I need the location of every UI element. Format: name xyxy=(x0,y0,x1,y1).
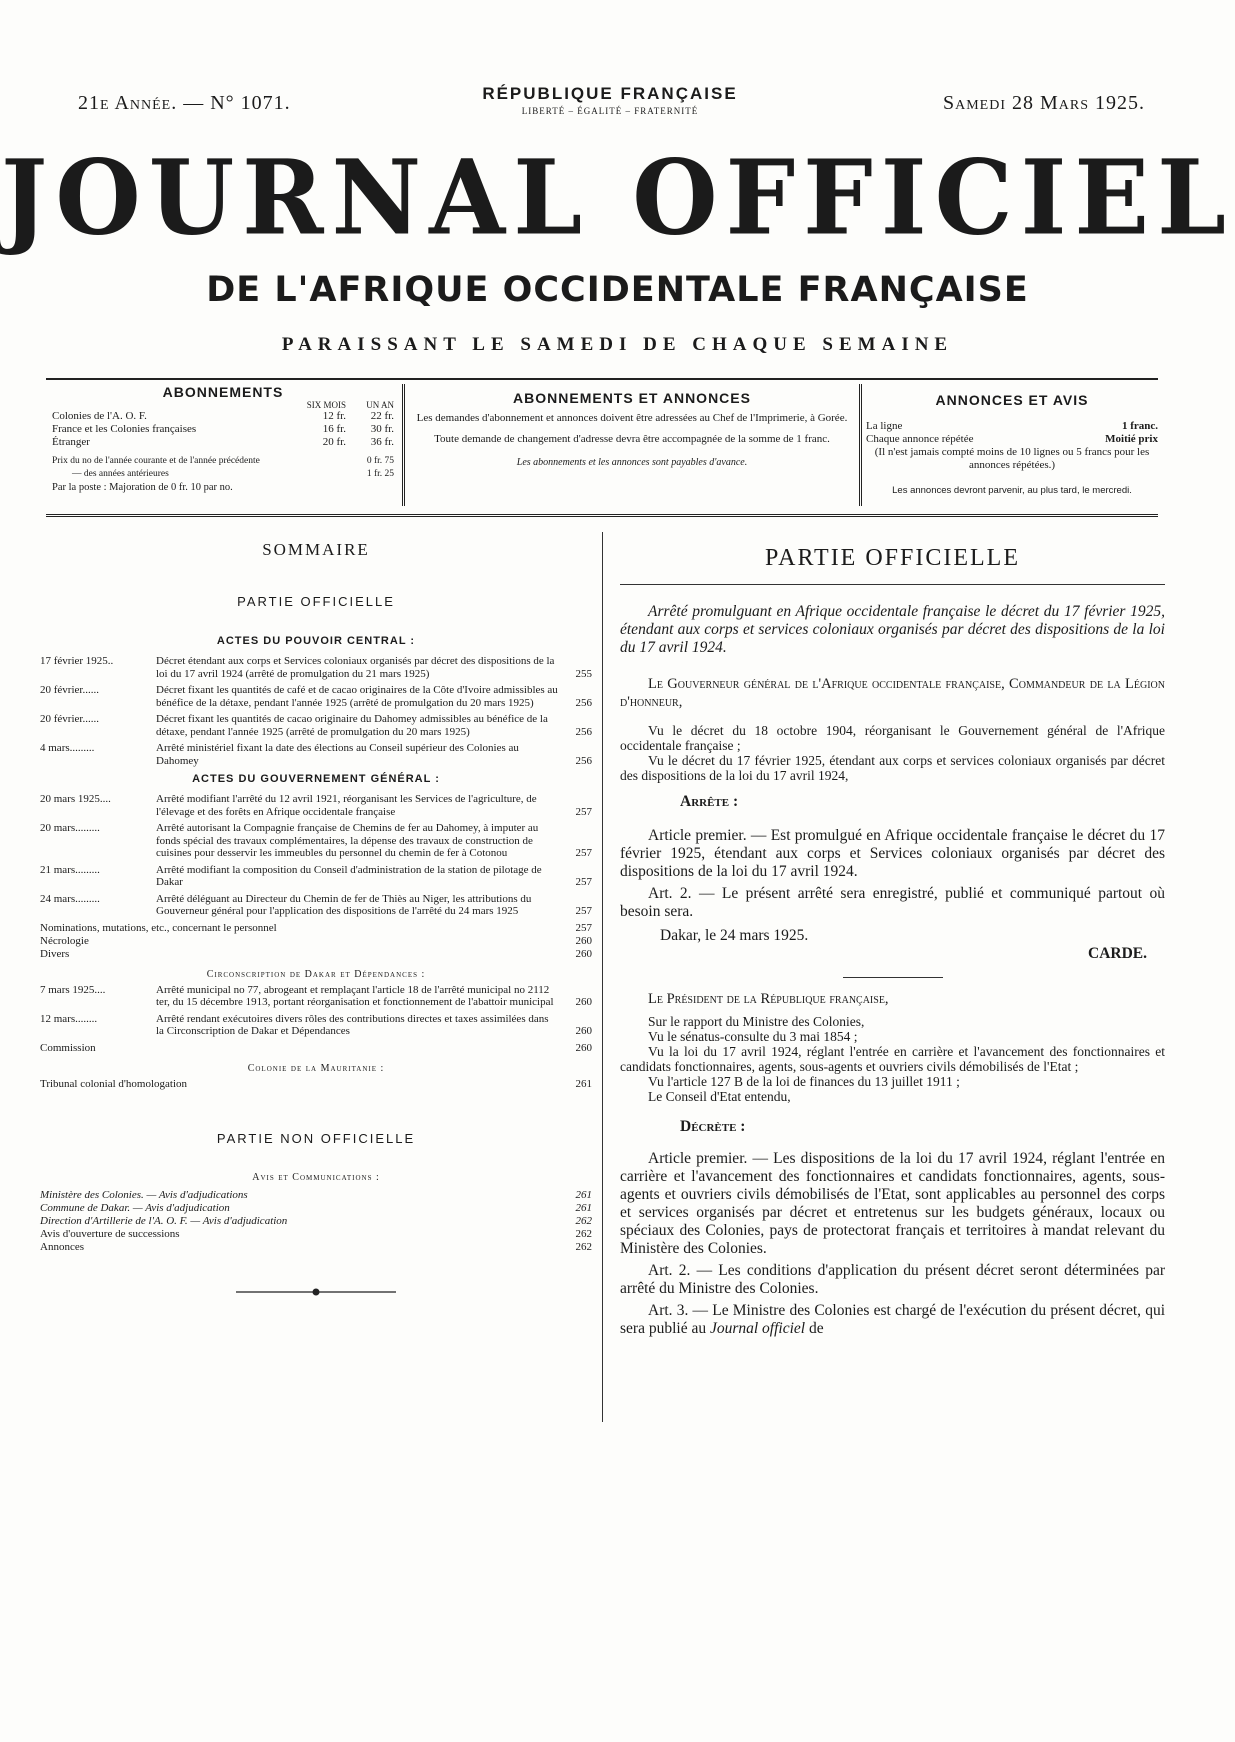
price-row: — des années antérieures 1 fr. 25 xyxy=(72,469,394,479)
ornament-rule xyxy=(40,1284,592,1302)
partie-officielle-title: PARTIE OFFICIELLE xyxy=(764,545,1020,571)
issue-date: Samedi 28 Mars 1925. xyxy=(942,92,1145,114)
publication-frequency: PARAISSANT LE SAMEDI DE CHAQUE SEMAINE xyxy=(281,334,954,355)
toc-entry: Ministère des Colonies. — Avis d'adjudications 261 xyxy=(40,1188,592,1201)
president-line: Le Président de la République française, xyxy=(648,991,889,1007)
box-avis-title: ANNONCES ET AVIS xyxy=(935,392,1089,408)
consideration: Vu la loi du 17 avril 1924, réglant l'entrée en carrière et l'avancement des fonctionnaires et candidats fonctionnaires, agents, sous-agents et ouvriers civils démobilisés de l'Etat ; xyxy=(620,1044,1165,1074)
toc-entry: Commission 260 xyxy=(40,1041,592,1054)
box-annonces-p1: Les demandes d'abonnement et annonces doivent être adressées au Chef de l'Imprimerie, à Gorée. xyxy=(416,412,848,424)
toc-entry: Nominations, mutations, etc., concernant le personnel 257 xyxy=(40,921,592,934)
decret-article-3: Art. 3. — Le Ministre des Colonies est chargé de l'exécution du présent décret, qui sera publié au Journal officiel de xyxy=(620,1302,1165,1337)
arrete-heading: Arrête : xyxy=(680,793,739,810)
decret-article-2: Art. 2. — Les conditions d'application du présent décret seront déterminées par arrêté du Ministre des Colonies. xyxy=(620,1262,1165,1297)
column-divider xyxy=(602,532,603,1422)
subscription-boxes xyxy=(46,378,1158,517)
toc-entry: 20 mars 1925.... Arrêté modifiant l'arrêté du 12 avril 1921, réorganisant les Services de l'agriculture, de l'élevage et des forêts en Afrique occidentale française 257 xyxy=(40,793,592,818)
vu-decret-1925: Vu le décret du 17 février 1925, étendant aux corps et services coloniaux organisés par décret des dispositions de la loi du 17 avril 1924, xyxy=(620,753,1165,783)
arrete-place-date: Dakar, le 24 mars 1925. xyxy=(660,927,809,944)
box-annonces-p3: Les abonnements et les annonces sont payables d'avance. xyxy=(516,457,748,468)
vu-decret-1904: Vu le décret du 18 octobre 1904, réorganisant le Gouvernement général de l'Afrique occidentale française ; xyxy=(620,723,1165,753)
section-rule xyxy=(843,977,943,978)
toc-entry: 20 février...... Décret fixant les quantités de cacao originaire du Dahomey admissibles au bénéfice de la détaxe, pendant l'année 1925 (arrêté de promulgation du 20 mars 1925) 256 xyxy=(40,713,592,738)
toc-entry: 7 mars 1925.... Arrêté municipal no 77, abrogeant et remplaçant l'article 18 de l'arrêté municipal no 2112 ter, du 15 décembre 1913, portant réorganisation et fonctionnement de l'abattoir municipal 260 xyxy=(40,983,592,1008)
ornament-divider-icon xyxy=(236,1287,396,1297)
decrete-heading: Décrète : xyxy=(680,1118,746,1135)
toc-entry: Direction d'Artillerie de l'A. O. F. — Avis d'adjudication 262 xyxy=(40,1214,592,1227)
box-abonnements-annonces xyxy=(402,384,862,506)
ad-note: (Il n'est jamais compté moins de 10 lignes ou 5 francs pour les annonces répétées.) xyxy=(874,446,1150,471)
toc-entry: Avis d'ouverture de successions 262 xyxy=(40,1227,592,1240)
consideration: Sur le rapport du Ministre des Colonies, xyxy=(648,1014,865,1029)
col-un-an: UN AN xyxy=(366,400,394,410)
ad-rate-row: Chaque annonce répétée Moitié prix xyxy=(866,433,1158,445)
partie-officielle-column xyxy=(620,545,1165,1338)
arrete-signature: CARDE. xyxy=(1088,945,1147,962)
box-abonnements xyxy=(52,384,394,506)
toc-entry: 12 mars........ Arrêté rendant exécutoires divers rôles des contributions directes et taxes assimilées dans la Circonscription de Dakar et Dépendances 260 xyxy=(40,1012,592,1037)
box-abonnements-title: ABONNEMENTS xyxy=(162,384,284,400)
toc-pouvoir-central: ACTES DU POUVOIR CENTRAL : xyxy=(216,635,416,647)
toc-entry: 20 mars......... Arrêté autorisant la Compagnie française de Chemins de fer au Dahomey, à imputer au fonds spécial des travaux complémentaires, la dépense des travaux de construction de cuisines pour desservir les immeubles du personnel du chemin de fer à Cotonou 257 xyxy=(40,822,592,859)
toc-partie-officielle: PARTIE OFFICIELLE xyxy=(237,594,395,609)
toc-entry: 21 mars......... Arrêté modifiant la composition du Conseil d'administration de la station de pilotage de Dakar 257 xyxy=(40,863,592,888)
toc-entry: Tribunal colonial d'homologation 261 xyxy=(40,1077,592,1090)
box-annonces-p2: Toute demande de changement d'adresse devra être accompagnée de la somme de 1 franc. xyxy=(434,433,830,445)
price-row: Prix du no de l'année courante et de l'année précédente 0 fr. 75 xyxy=(52,456,394,466)
arrete-article-1: Article premier. — Est promulgué en Afrique occidentale française le décret du 17 février 1925, étendant aux corps et Services coloniaux organisés par décret des dispositions de la loi du 17 avril 1924. xyxy=(620,827,1165,880)
toc-entry: 24 mars......... Arrêté déléguant au Directeur du Chemin de fer de Thiès au Niger, les attributions du Gouverneur général pour l'application des dispositions de l'arrêté du 24 mars 1925 257 xyxy=(40,892,592,917)
toc-entry: Commune de Dakar. — Avis d'adjudication 261 xyxy=(40,1201,592,1214)
rate-row: Colonies de l'A. O. F. 12 fr. 22 fr. xyxy=(52,410,394,422)
gouverneur-line: Le Gouverneur général de l'Afrique occidentale française, Commandeur de la Légion d'honneur, xyxy=(620,676,1165,710)
rate-row: France et les Colonies françaises 16 fr. 30 fr. xyxy=(52,423,394,435)
toc-entry: 20 février...... Décret fixant les quantités de café et de cacao originaires de la Côte d'Ivoire admissibles au bénéfice de la détaxe, pendant l'année 1925 (arrêté de promulgation du 20 mars 1925) 256 xyxy=(40,684,592,709)
sommaire-column xyxy=(40,540,592,1302)
consideration: Le Conseil d'Etat entendu, xyxy=(648,1089,791,1104)
toc-entry: Nécrologie 260 xyxy=(40,934,592,947)
box-annonces-title: ABONNEMENTS ET ANNONCES xyxy=(513,390,751,406)
consideration: Vu le sénatus-consulte du 3 mai 1854 ; xyxy=(648,1029,858,1044)
ad-rate-row: La ligne 1 franc. xyxy=(866,420,1158,432)
republic-motto: LIBERTÉ – ÉGALITÉ – FRATERNITÉ xyxy=(521,106,699,116)
consideration: Vu l'article 127 B de la loi de finances du 13 juillet 1911 ; xyxy=(648,1074,960,1089)
ad-deadline: Les annonces devront parvenir, au plus tard, le mercredi. xyxy=(892,485,1132,496)
sommaire-title: SOMMAIRE xyxy=(262,540,370,559)
postal-surcharge: Par la poste : Majoration de 0 fr. 10 par no. xyxy=(52,482,233,493)
decree-considerations xyxy=(620,1014,1165,1104)
col-six-mois: SIX MOIS xyxy=(306,400,346,410)
title-rule xyxy=(620,584,1165,585)
box-annonces-avis xyxy=(866,384,1158,506)
masthead-subtitle: DE L'AFRIQUE OCCIDENTALE FRANÇAISE xyxy=(206,270,1029,310)
decret-article-1: Article premier. — Les dispositions de la loi du 17 avril 1924, réglant l'entrée en carrière et l'avancement des fonctionnaires et candidats fonctionnaires, agents, sous-agents et ouvriers civils démobilisés de l'Etat, sont applicables au personnel des corps et services organisés par décret et entretenus sur les budgets généraux, locaux ou spéciaux des Colonies, pays de protectorat français et territoires à mandat relevant du Ministère des Colonies. xyxy=(620,1150,1165,1257)
rate-row: Étranger 20 fr. 36 fr. xyxy=(52,436,394,448)
toc-mauritanie: Colonie de la Mauritanie : xyxy=(247,1062,385,1074)
toc-entry: Annonces 262 xyxy=(40,1240,592,1253)
toc-entry: Divers 260 xyxy=(40,947,592,960)
arrete-article-2: Art. 2. — Le présent arrêté sera enregistré, publié et communiqué partout où besoin sera. xyxy=(620,885,1165,920)
toc-avis: Avis et Communications : xyxy=(252,1171,380,1183)
toc-dakar: Circonscription de Dakar et Dépendances : xyxy=(206,968,426,980)
toc-entry: 4 mars......... Arrêté ministériel fixant la date des élections au Conseil supérieur des Colonies au Dahomey 256 xyxy=(40,742,592,767)
edition-number: 21e Année. — N° 1071. xyxy=(78,92,291,114)
republic-header xyxy=(440,84,780,116)
republic-title: RÉPUBLIQUE FRANÇAISE xyxy=(482,84,738,103)
toc-entry: 17 février 1925.. Décret étendant aux corps et Services coloniaux organisés par décret des dispositions de la loi du 17 avril 1924 (arrêté de promulgation du 21 mars 1925) 255 xyxy=(40,655,592,680)
masthead-title: JOURNAL OFFICIEL xyxy=(0,138,1235,259)
toc-gouvernement-general: ACTES DU GOUVERNEMENT GÉNÉRAL : xyxy=(192,773,440,785)
toc-partie-non-officielle: PARTIE NON OFFICIELLE xyxy=(216,1130,416,1146)
arrete-intro: Arrêté promulguant en Afrique occidentale française le décret du 17 février 1925, étendant aux corps et services coloniaux organisés par décret des dispositions de la loi du 17 avril 1924. xyxy=(620,603,1165,656)
